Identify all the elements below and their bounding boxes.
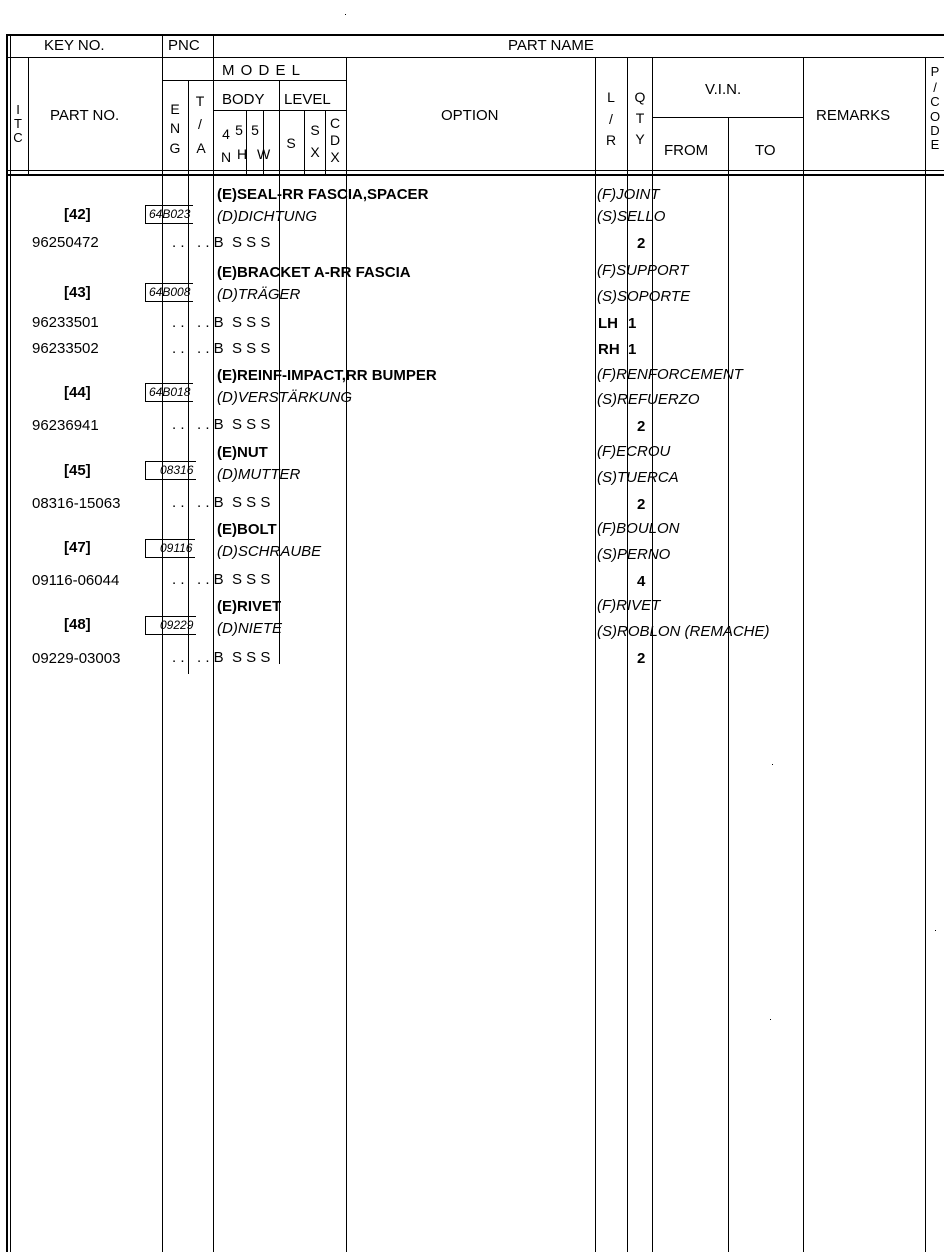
model-codes: . . . . B S S S (172, 494, 271, 511)
part-name-english: (E)REINF-IMPACT,RR BUMPER (217, 367, 437, 384)
scan-speck (935, 930, 936, 931)
part-name-german: (D)TRÄGER (217, 286, 301, 303)
part-name-german: (D)SCHRAUBE (217, 543, 322, 560)
part-name-english: (E)SEAL-RR FASCIA,SPACER (217, 186, 429, 203)
part-name-french: (F)BOULON (597, 520, 680, 537)
part-name-german: (D)MUTTER (217, 466, 301, 483)
model-codes: . . . . B S S S (172, 340, 271, 357)
vin-header: V.I.N. (705, 81, 742, 98)
pnc-header: PNC (168, 37, 200, 54)
part-name-english: (E)NUT (217, 444, 268, 461)
lr-side: LH (598, 315, 618, 332)
part-number: 96233502 (32, 340, 99, 357)
body-header: BODY (222, 91, 265, 108)
part-name-spanish: (S)PERNO (597, 546, 671, 563)
quantity: 2 (637, 496, 646, 513)
part-name-header: PART NAME (508, 37, 594, 54)
vin-from-header: FROM (664, 142, 709, 159)
part-number: 96233501 (32, 314, 99, 331)
part-name-german: (D)VERSTÄRKUNG (217, 389, 353, 406)
pnc-code: 09116 (145, 539, 195, 558)
part-name-english: (E)BOLT (217, 521, 277, 538)
part-name-spanish: (S)SELLO (597, 208, 666, 225)
pnc-code: 08316 (145, 461, 196, 480)
key-number: [43] (64, 284, 91, 301)
part-number: 96250472 (32, 234, 99, 251)
part-name-german: (D)DICHTUNG (217, 208, 317, 225)
model-codes: . . . . B S S S (172, 571, 271, 588)
pnc-code: 64B008 (145, 283, 193, 302)
quantity: 2 (637, 235, 646, 252)
level-header: LEVEL (284, 91, 331, 108)
quantity: 1 (628, 341, 637, 358)
model-codes: . . . . B S S S (172, 649, 271, 666)
pnc-code: 09229 (145, 616, 196, 635)
part-no-header: PART NO. (50, 107, 120, 124)
key-number: [45] (64, 462, 91, 479)
part-name-spanish: (S)ROBLON (REMACHE) (597, 623, 770, 640)
quantity: 2 (637, 418, 646, 435)
quantity: 4 (637, 573, 646, 590)
scan-speck (770, 1019, 771, 1020)
part-name-spanish: (S)REFUERZO (597, 391, 700, 408)
model-codes: . . . . B S S S (172, 416, 271, 433)
model-codes: . . . . B S S S (172, 314, 271, 331)
part-number: 96236941 (32, 417, 99, 434)
part-name-french: (F)RIVET (597, 597, 661, 614)
pnc-code: 64B023 (145, 205, 193, 224)
part-name-english: (E)RIVET (217, 598, 282, 615)
part-name-spanish: (S)TUERCA (597, 469, 679, 486)
key-no-header: KEY NO. (44, 37, 105, 54)
scan-speck (345, 14, 346, 15)
key-number: [42] (64, 206, 91, 223)
part-name-english: (E)BRACKET A-RR FASCIA (217, 264, 411, 281)
part-name-french: (F)JOINT (597, 186, 660, 203)
model-codes: . . . . B S S S (172, 234, 271, 251)
key-number: [48] (64, 616, 91, 633)
key-number: [47] (64, 539, 91, 556)
remarks-header: REMARKS (816, 107, 891, 124)
part-number: 09116-06044 (32, 572, 120, 589)
quantity: 2 (637, 650, 646, 667)
quantity: 1 (628, 315, 637, 332)
model-header: M O D E L (222, 62, 302, 79)
part-number: 08316-15063 (32, 495, 121, 512)
pnc-code: 64B018 (145, 383, 193, 402)
part-number: 09229-03003 (32, 650, 121, 667)
option-header: OPTION (441, 107, 499, 124)
part-name-french: (F)SUPPORT (597, 262, 689, 279)
vin-to-header: TO (755, 142, 776, 159)
part-name-german: (D)NIETE (217, 620, 282, 637)
part-name-french: (F)ECROU (597, 443, 671, 460)
part-name-spanish: (S)SOPORTE (597, 288, 691, 305)
key-number: [44] (64, 384, 91, 401)
lr-side: RH (598, 341, 620, 358)
part-name-french: (F)RENFORCEMENT (597, 366, 743, 383)
scan-speck (772, 764, 773, 765)
